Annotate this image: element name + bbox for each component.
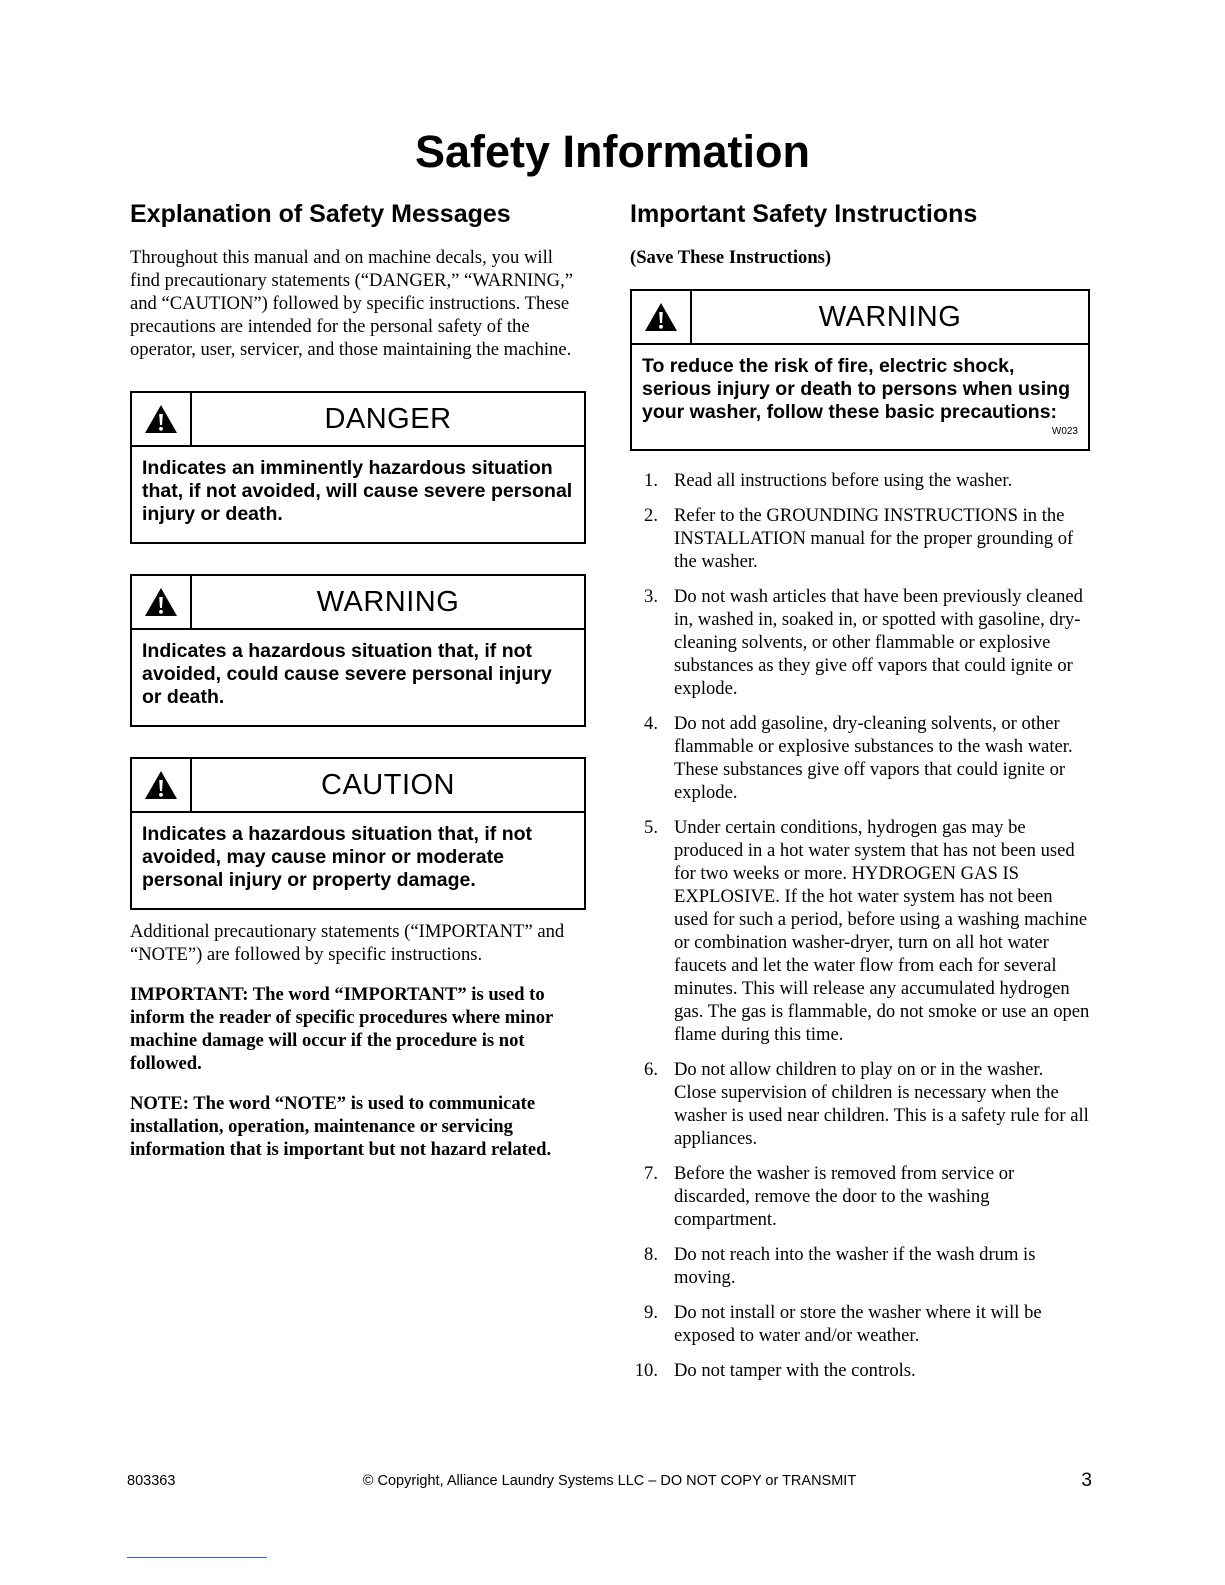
page-title: Safety Information (414, 126, 811, 177)
danger-heading: DANGER (324, 403, 452, 435)
warning-triangle-icon (132, 759, 192, 811)
basic-warning-box (630, 289, 1090, 451)
right-column (630, 196, 1090, 1394)
basic-warning-text: To reduce the risk of fire, electric shock, serious injury or death to persons when using your washer, follow these basic precautions: (642, 355, 1070, 423)
left-column (130, 196, 586, 1161)
danger-box (130, 391, 586, 544)
warning-heading: WARNING (316, 586, 460, 618)
instructions-heading: Important Safety Instructions (630, 200, 978, 228)
warning-triangle-icon (132, 576, 192, 628)
warning-code: W023 (1051, 426, 1078, 437)
list-item: 8. Do not reach into the washer if the wash drum is moving. (644, 1244, 1036, 1288)
basic-warning-heading: WARNING (818, 301, 962, 333)
warning-text: Indicates a hazardous situation that, if not avoided, could cause severe personal injury or death. (142, 640, 552, 708)
list-item: 2. Refer to the GROUNDING INSTRUCTIONS in the INSTALLATION manual for the proper grounding of the washer. (644, 505, 1074, 572)
bottom-rule (127, 1557, 267, 1558)
instructions-list (630, 469, 1090, 1382)
explanation-heading: Explanation of Safety Messages (130, 200, 511, 228)
list-item: 9. Do not install or store the washer where it will be exposed to water and/or weather. (644, 1302, 1042, 1346)
list-item: 3. Do not wash articles that have been previously cleaned in, washed in, soaked in, or spotted with gasoline, dry-cleaning solvents, or other flammable or explosive substances as they give off vapors that could ignite or explode. (644, 586, 1083, 699)
danger-text: Indicates an imminently hazardous situation that, if not avoided, will cause severe personal injury or death. (142, 457, 573, 525)
warning-triangle-icon (132, 393, 192, 445)
warning-triangle-icon (632, 291, 692, 343)
note-paragraph: NOTE: The word “NOTE” is used to communicate installation, operation, maintenance or servicing information that is important but not hazard related. (130, 1093, 552, 1160)
caution-text: Indicates a hazardous situation that, if not avoided, may cause minor or moderate personal injury or property damage. (142, 823, 533, 891)
additional-paragraph: Additional precautionary statements (“IMPORTANT” and “NOTE”) are followed by specific instructions. (130, 921, 565, 965)
intro-paragraph: Throughout this manual and on machine decals, you will find precautionary statements (“DANGER,” “WARNING,” and “CAUTION”) followed by specific instructions. These precautions are intended for the personal safety of the operator, user, servicer, and those maintaining the machine. (130, 247, 574, 360)
list-item: 4. Do not add gasoline, dry-cleaning solvents, or other flammable or explosive substances to the wash water. These substances give off vapors that could ignite or explode. (644, 713, 1073, 803)
list-item: 7. Before the washer is removed from service or discarded, remove the door to the washing compartment. (644, 1163, 1015, 1230)
list-item: 1. Read all instructions before using the washer. (644, 470, 1013, 491)
caution-box (130, 757, 586, 910)
list-item: 10. Do not tamper with the controls. (634, 1360, 916, 1381)
page-number: 3 (1081, 1470, 1092, 1491)
important-paragraph: IMPORTANT: The word “IMPORTANT” is used to inform the reader of specific procedures where minor machine damage will occur if the procedure is not followed. (130, 984, 553, 1074)
page-footer (127, 1470, 1092, 1493)
list-item: 6. Do not allow children to play on or in the washer. Close supervision of children is necessary when the washer is used near children. This is a safety rule for all appliances. (644, 1059, 1089, 1149)
copyright-notice: © Copyright, Alliance Laundry Systems LLC – DO NOT COPY or TRANSMIT (362, 1473, 857, 1489)
list-item: 5. Under certain conditions, hydrogen gas may be produced in a hot water system that has not been used for two weeks or more. HYDROGEN GAS IS EXPLOSIVE. If the hot water system has not been used for such a period, before using a washing machine or combination washer-dryer, turn on all hot water faucets and let the water flow from each for several minutes. This will release any accumulated hydrogen gas. The gas is flammable, do not smoke or use an open flame during this time. (644, 817, 1090, 1045)
caution-heading: CAUTION (321, 769, 455, 801)
document-number: 803363 (127, 1473, 176, 1489)
save-instructions: (Save These Instructions) (630, 247, 832, 268)
warning-box (130, 574, 586, 727)
